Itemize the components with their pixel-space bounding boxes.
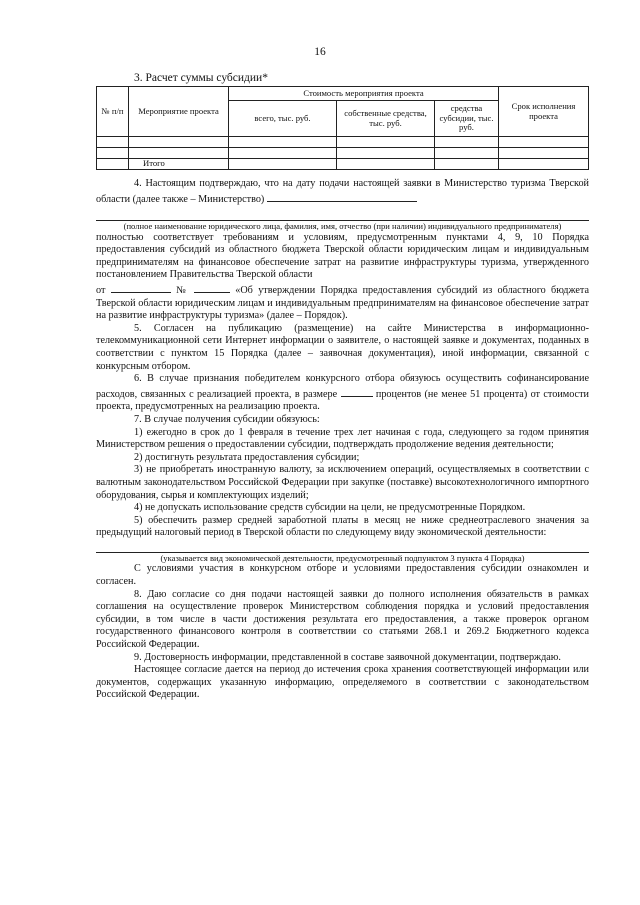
applicant-name-line (96, 206, 589, 221)
header-number: № п/п (97, 87, 129, 137)
decree-number-blank (194, 282, 230, 293)
item-4-sentence: 4. Настоящим подтверждаю, что на дату подачи настоящей заявки в Министерство туризма Тверской области (далее также – Министерство) (96, 178, 589, 205)
total-label: Итого (129, 159, 229, 170)
item-5: 5. Согласен на публикацию (размещение) на сайте Министерства в информационно-телекоммуникационной сети Интернет информации о заявителе, о настоящей заявке и документах, поданных в соответствии с пунктом 15 Порядка (далее – заявочная документация), иной информации, связанной с конкурсным отбором. (96, 322, 589, 372)
item-7-subitem-1: 1) ежегодно в срок до 1 февраля в течение трех лет начиная с года, следующего за годом принятия Министерством решения о предоставлении субсидии, подтверждать продолжение ведения деятельности; (96, 426, 589, 451)
final-statement: Настоящее согласие дается на период до истечения срока хранения соответствующей информации или документов, содержащих указанную информацию, определяемого в соответствии с законодательством Российской Федерации. (96, 664, 589, 701)
header-total: всего, тыс. руб. (229, 101, 337, 137)
item-6: 6. В случае признания победителем конкурсного отбора обязуюсь осуществить софинансирование расходов, связанных с реализацией проекта, в размере процентов (не менее 51 процента) от стоимости проекта, предусмотренных на реализацию проекта. (96, 373, 589, 413)
table-row (97, 137, 589, 148)
header-event: Мероприятие проекта (129, 87, 229, 137)
total-row (97, 159, 589, 170)
activity-type-caption: (указывается вид экономической деятельности, предусмотренный подпунктом 3 пункта 4 Порядка) (160, 552, 525, 563)
item-7-subitem-3: 3) не приобретать иностранную валюту, за исключением операций, осуществляемых в соответствии с валютным законодательством Российской Федерации при закупке (поставке) высокотехнологичного импортного оборудования, сырья и комплектующих изделий; (96, 464, 589, 501)
header-subsidy-funds: средства субсидии, тыс. руб. (435, 101, 499, 137)
item-4-block (96, 178, 589, 702)
item-7-subitem-2: 2) достигнуть результата предоставления субсидии; (134, 451, 360, 463)
item-7-intro: 7. В случае получения субсидии обязуюсь: (134, 414, 320, 425)
item-4-paragraph-2: от № «Об утверждении Порядка предоставления субсидий из областного бюджета Тверской области юридическим лицам и индивидуальным предпринимателям на финансовое обеспечение затрат на развитие инфраструктуры туризма» (далее – Порядок). (96, 282, 589, 323)
header-cost-group: Стоимость мероприятия проекта (229, 87, 499, 101)
header-own-funds: собственные средства, тыс. руб. (337, 101, 435, 137)
item-9: 9. Достоверность информации, представленной в составе заявочной документации, подтверждаю. (134, 651, 561, 663)
activity-type-line (96, 540, 589, 553)
subsidy-calculation-table (96, 86, 589, 170)
item-7-subitem-5: 5) обеспечить размер средней заработной платы в месяц не ниже среднеотраслевого значения за предыдущий налоговый период в Тверской области по следующему виду экономической деятельности: (96, 514, 589, 539)
cofinancing-percent-blank (341, 386, 373, 397)
item-8: 8. Даю согласие со дня подачи настоящей заявки до полного исполнения обязательств в рамках соглашения на осуществление проверок Министерством соблюдения порядка и условий предоставления субсидии, в том числе в части достижения результата его предоставления, а также проверок органом государственного финансового контроля в соответствии со статьями 268.1 и 269.2 Бюджетного кодекса Российской Федерации. (96, 588, 589, 650)
item-7-subitem-4: 4) не допускать использование средств субсидии на цели, не предусмотренные Порядком. (134, 502, 526, 514)
item-4-text (96, 178, 589, 206)
header-deadline: Срок исполнения проекта (499, 87, 589, 137)
section-heading: 3. Расчет суммы субсидии* (134, 72, 268, 84)
table-row (97, 148, 589, 159)
page-number: 16 (314, 46, 326, 58)
item-4-paragraph-1: полностью соответствует требованиям и условиям, предусмотренным пунктами 4, 9, 10 Порядка предоставления субсидий из областного бюджета Тверской области юридическим лицам и индивидуальным предпринимателям на финансовое обеспечение затрат на развитие инфраструктуры туризма, утвержденного постановлением Правительства Тверской области (96, 231, 589, 281)
decree-date-blank (111, 282, 171, 293)
applicant-name-blank (267, 191, 417, 202)
applicant-name-caption: (полное наименование юридического лица, фамилия, имя, отчество (при наличии) индивидуального предпринимателя) (123, 221, 562, 232)
conditions-statement: С условиями участия в конкурсном отборе и условиями предоставления субсидии ознакомлен и согласен. (96, 563, 589, 588)
